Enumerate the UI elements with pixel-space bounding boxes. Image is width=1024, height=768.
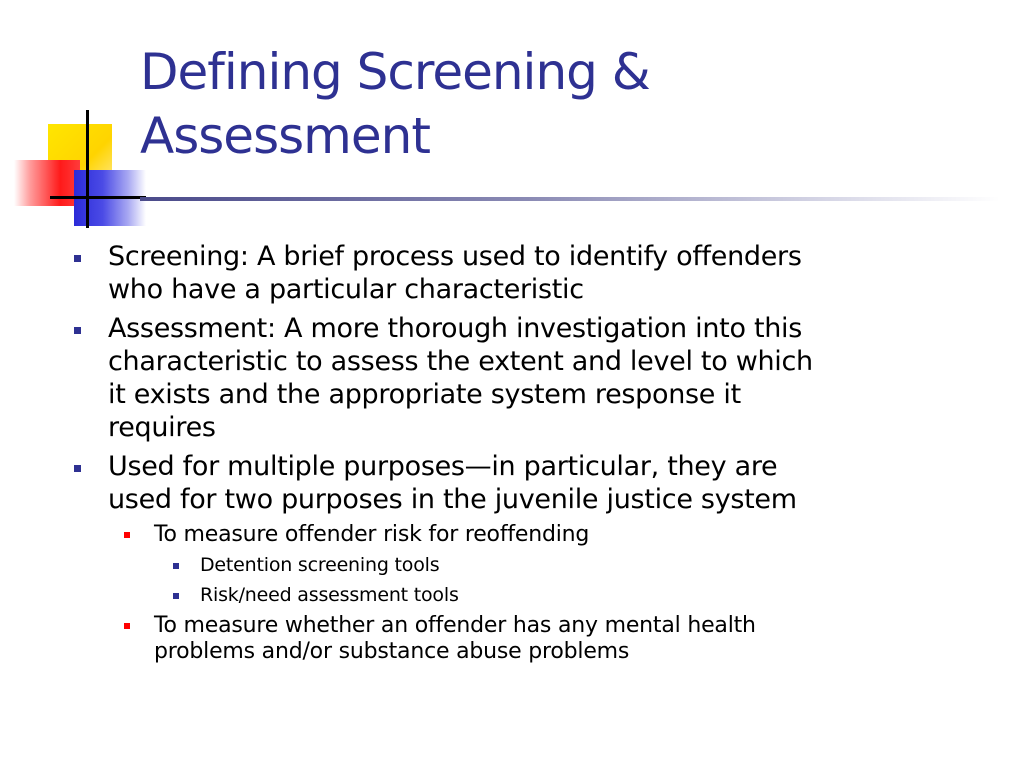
sub-bullet-text: To measure whether an offender has any mental health [154,613,756,638]
sub-bullet-mental-health [108,613,970,665]
decorative-vertical-line [86,110,89,228]
bullet-purposes [70,450,970,665]
bullet-text-line: used for two purposes in the juvenile justice system [108,484,797,515]
bullet-text-line: Screening: A brief process used to identify offenders [108,241,802,272]
square-bullet-icon [74,255,81,262]
sub-bullet-text: problems and/or substance abuse problems [154,639,630,664]
sub-sub-bullet-text: Detention screening tools [200,554,440,576]
red-square-bullet-icon [124,532,130,538]
title-line-2: Assessment [140,107,430,165]
sub-sub-bullet-list [154,553,970,608]
bullet-assessment [70,312,970,444]
title-line-1: Defining Screening & [140,43,650,101]
sub-bullet-list [108,522,970,665]
bullet-text-line: Assessment: A more thorough investigation into this [108,313,803,344]
sub-sub-bullet-text: Risk/need assessment tools [200,584,459,606]
square-bullet-icon [74,465,81,472]
sub-bullet-risk [108,522,970,608]
bullet-text-line: it exists and the appropriate system response it [108,379,741,410]
slide-title [140,40,1000,168]
bullet-list [70,240,970,671]
square-bullet-icon [173,593,179,599]
title-underline [140,197,1000,201]
bullet-text-line: Used for multiple purposes—in particular, they are [108,451,778,482]
decorative-horizontal-line [50,196,146,199]
bullet-screening [70,240,970,306]
sub-bullet-text: To measure offender risk for reoffending [154,522,590,547]
bullet-text-line: requires [108,412,216,443]
red-square-bullet-icon [124,623,130,629]
square-bullet-icon [173,563,179,569]
square-bullet-icon [74,327,81,334]
sub-sub-bullet-risk-need [154,583,970,608]
bullet-text-line: who have a particular characteristic [108,274,584,305]
sub-sub-bullet-detention [154,553,970,578]
bullet-text-line: characteristic to assess the extent and level to which [108,346,813,377]
decorative-red-block [14,160,80,206]
